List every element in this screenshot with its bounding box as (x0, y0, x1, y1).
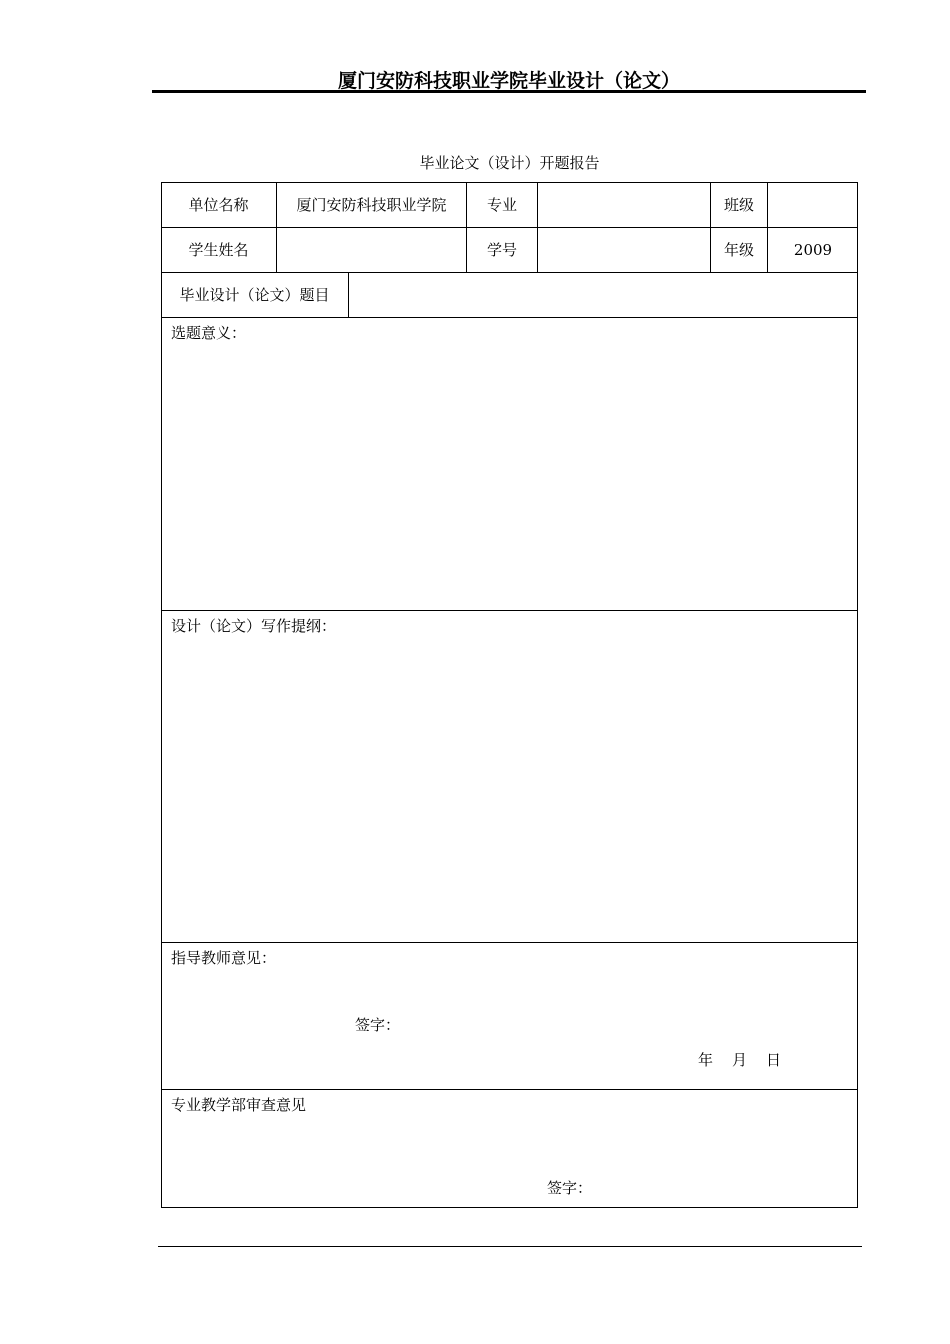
row-divider (161, 942, 858, 943)
student-id-value[interactable] (538, 227, 710, 272)
row-divider (161, 1089, 858, 1090)
topic-significance-label: 选题意义： (171, 324, 247, 342)
advisor-opinion-label: 指导教师意见： (171, 949, 277, 967)
row-divider (161, 317, 858, 318)
unit-name-value[interactable]: 厦门安防科技职业学院 (296, 196, 447, 214)
header-rule (152, 90, 866, 93)
student-name-value[interactable] (277, 227, 466, 272)
form-title: 毕业论文（设计）开题报告 (419, 154, 600, 172)
department-review-label: 专业教学部审查意见 (171, 1096, 307, 1114)
document-header-title: 厦门安防科技职业学院毕业设计（论文） (337, 70, 680, 92)
advisor-date-year: 年 (698, 1051, 714, 1069)
unit-name-label: 单位名称 (188, 196, 249, 214)
footer-rule (158, 1246, 862, 1247)
thesis-topic-value[interactable] (349, 272, 858, 317)
thesis-topic-label: 毕业设计（论文）题目 (179, 286, 330, 304)
major-value[interactable] (538, 182, 710, 227)
grade-value[interactable]: 2009 (793, 240, 833, 259)
major-label: 专业 (486, 196, 517, 214)
grade-label: 年级 (723, 241, 754, 259)
class-label: 班级 (723, 196, 754, 214)
writing-outline-label: 设计（论文）写作提纲： (171, 617, 337, 635)
advisor-signature-label: 签字： (355, 1016, 401, 1034)
department-signature-label: 签字： (547, 1179, 593, 1197)
form-border (161, 182, 858, 1208)
proposal-form (161, 182, 858, 1208)
student-id-label: 学号 (486, 241, 517, 259)
class-value[interactable] (768, 182, 858, 227)
student-name-label: 学生姓名 (188, 241, 249, 259)
advisor-date-day: 日 (766, 1051, 782, 1069)
advisor-date-month: 月 (732, 1051, 748, 1069)
row-divider (161, 610, 858, 611)
